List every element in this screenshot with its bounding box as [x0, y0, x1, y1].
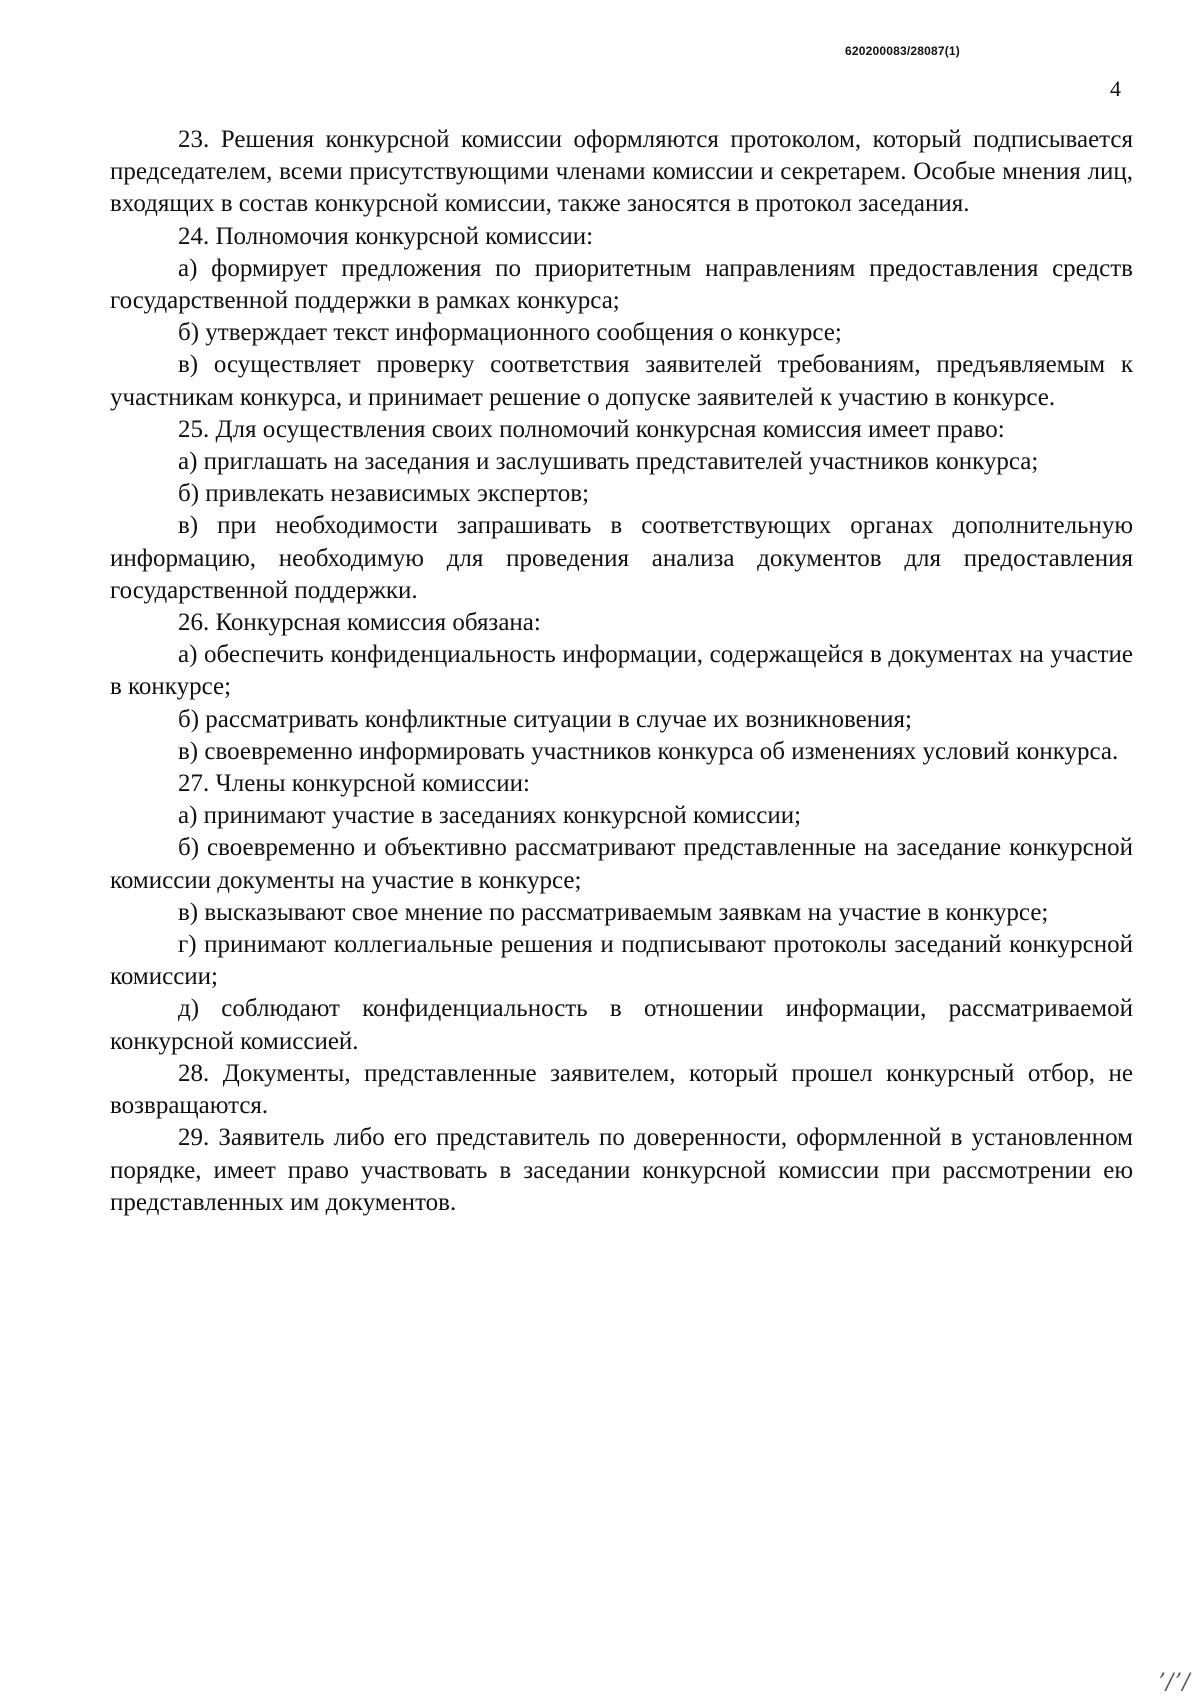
- paragraph-23: 23. Решения конкурсной комиссии оформляются протоколом, который подписывается председателем, всеми присутствующими членами комиссии и секретарем. Особые мнения лиц, входящих в состав конкурсной комиссии, также заносятся в протокол заседания.: [110, 126, 1133, 218]
- paragraph-26-a: а) обеспечить конфиденциальность информации, содержащейся в документах на участие в конкурсе;: [110, 641, 1133, 701]
- paragraph-27-d: д) соблюдают конфиденциальность в отношении информации, рассматриваемой конкурсной комиссией.: [110, 995, 1133, 1055]
- paragraph-24: 24. Полномочия конкурсной комиссии:: [178, 222, 594, 250]
- paragraph-27-a: а) принимают участие в заседаниях конкурсной комиссии;: [178, 802, 802, 830]
- paragraph-25-b: б) привлекать независимых экспертов;: [178, 480, 590, 508]
- paragraph-26-v: в) своевременно информировать участников конкурса об изменениях условий конкурса.: [178, 737, 1119, 765]
- paragraph-24-a: а) формирует предложения по приоритетным направлениям предоставления средств государственной поддержки в рамках конкурса;: [110, 254, 1133, 315]
- paragraph-27-g: г) принимают коллегиальные решения и подписывают протоколы заседаний конкурсной комиссии;: [110, 931, 1133, 991]
- paragraph-28: 28. Документы, представленные заявителем, который прошел конкурсный отбор, не возвращаются.: [110, 1059, 1133, 1120]
- paragraph-25-v: в) при необходимости запрашивать в соответствующих органах дополнительную информацию, необходимую для проведения анализа документов для предоставления государственной поддержки.: [110, 512, 1133, 604]
- page-number: 4: [1110, 76, 1121, 101]
- paragraph-24-b: б) утверждает текст информационного сообщения о конкурсе;: [178, 319, 842, 347]
- paragraph-26-b: б) рассматривать конфликтные ситуации в случае их возникновения;: [178, 705, 912, 733]
- paragraph-27-b: б) своевременно и объективно рассматривают представленные на заседание конкурсной комиссии документы на участие в конкурсе;: [110, 834, 1133, 894]
- paragraph-27-v: в) высказывают свое мнение по рассматриваемым заявкам на участие в конкурсе;: [178, 898, 1049, 926]
- paragraph-24-v: в) осуществляет проверку соответствия заявителей требованиям, предъявляемым к участникам конкурса, и принимает решение о допуске заявителей к участию в конкурсе.: [110, 351, 1133, 411]
- paragraph-27: 27. Члены конкурсной комиссии:: [178, 770, 530, 798]
- paragraph-29: 29. Заявитель либо его представитель по доверенности, оформленной в установленном порядке, имеет право участвовать в заседании конкурсной комиссии при рассмотрении ею представленных им документов.: [110, 1124, 1133, 1216]
- document-body: [110, 124, 1133, 1219]
- paragraph-25-a: а) приглашать на заседания и заслушивать представителей участников конкурса;: [178, 448, 1039, 476]
- document-id: 620200083/28087(1): [844, 44, 960, 58]
- paragraph-25: 25. Для осуществления своих полномочий конкурсная комиссия имеет право:: [178, 415, 1005, 443]
- paragraph-26: 26. Конкурсная комиссия обязана:: [178, 609, 541, 637]
- scan-mark: ʼ/ʼ/: [1158, 1670, 1191, 1695]
